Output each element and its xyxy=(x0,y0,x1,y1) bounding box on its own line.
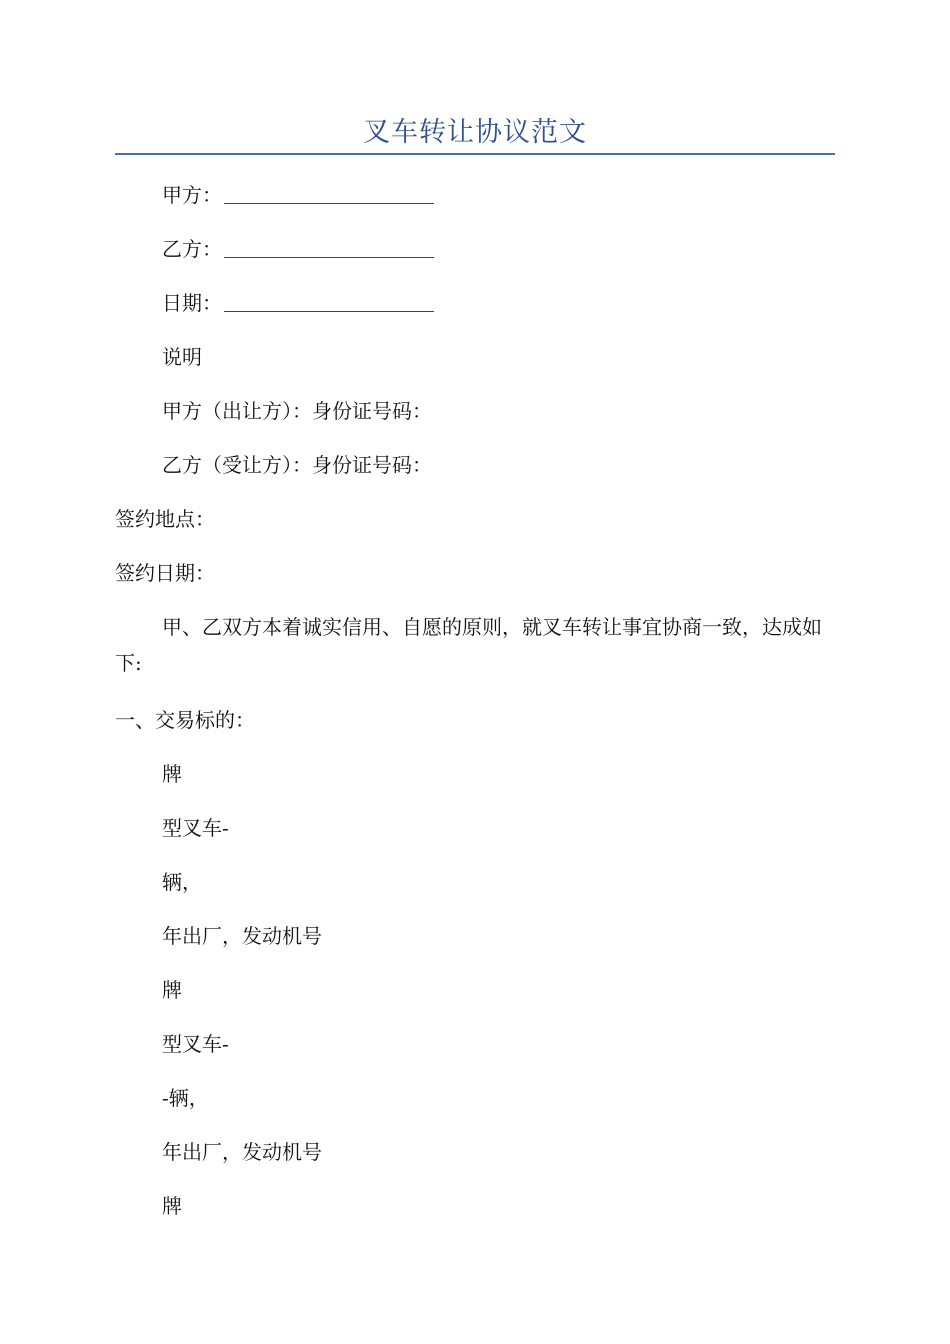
list-item: -辆， xyxy=(162,1086,209,1110)
document-title: 叉车转让协议范文 xyxy=(363,117,587,148)
list-item: 年出厂，发动机号 xyxy=(162,924,322,948)
party-a-line xyxy=(162,180,434,210)
party-a-blank xyxy=(224,183,434,204)
party-a-label: 甲方： xyxy=(162,183,222,207)
party-b-label: 乙方： xyxy=(162,237,222,261)
section-1-heading: 一、交易标的： xyxy=(115,708,255,732)
list-item: 辆， xyxy=(162,870,202,894)
date-blank xyxy=(224,291,434,312)
list-item: 牌 xyxy=(162,1194,182,1218)
intro-paragraph: 甲、乙双方本着诚实信用、自愿的原则，就叉车转让事宜协商一致，达成如下: xyxy=(115,615,822,675)
sign-place-line: 签约地点： xyxy=(115,507,215,531)
party-b-blank xyxy=(224,237,434,258)
note-heading: 说明 xyxy=(162,345,202,369)
list-item: 牌 xyxy=(162,762,182,786)
date-label: 日期： xyxy=(162,291,222,315)
list-item: 型叉车- xyxy=(162,1032,229,1056)
date-line xyxy=(162,288,434,318)
party-a-id-line: 甲方（出让方）：身份证号码： xyxy=(162,399,432,423)
list-item: 型叉车- xyxy=(162,816,229,840)
sign-date-line: 签约日期： xyxy=(115,561,215,585)
list-item: 年出厂，发动机号 xyxy=(162,1140,322,1164)
party-b-line xyxy=(162,234,434,264)
party-b-id-line: 乙方（受让方）：身份证号码： xyxy=(162,453,432,477)
title-underline xyxy=(115,153,835,155)
list-item: 牌 xyxy=(162,978,182,1002)
